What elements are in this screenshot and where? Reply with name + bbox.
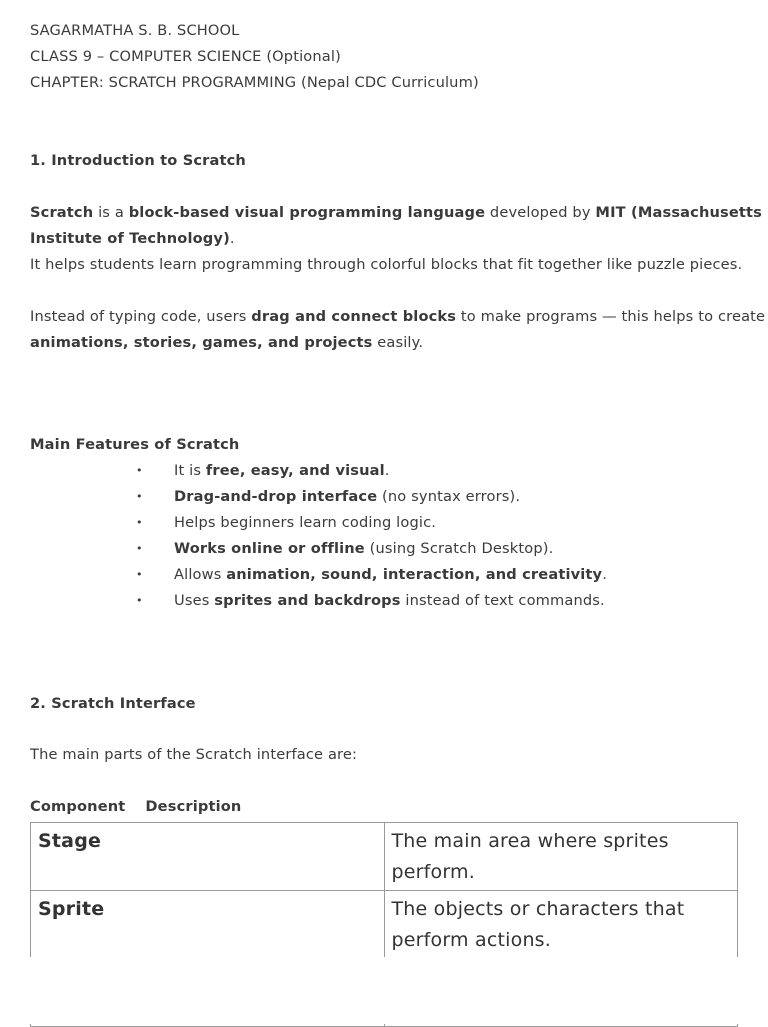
interface-intro: The main parts of the Scratch interface are: [30,746,358,763]
features-section [30,432,742,614]
features-heading: Main Features of Scratch [30,436,240,453]
chapter-title: CHAPTER: SCRATCH PROGRAMMING (Nepal CDC Curriculum) [30,74,479,91]
component-cell: Stage [31,823,385,891]
intro-paragraph-1: Scratch is a block-based visual programming language developed by MIT (Massachusetts Institute of Technology). It helps students learn programming through colorful blocks that fit together like puzzle pieces. [30,200,742,278]
table-column-headers [30,794,742,820]
list-item: • Drag-and-drop interface (no syntax errors). [136,488,521,505]
component-cell: Sprite [31,891,385,959]
interface-heading: 2. Scratch Interface [30,695,196,712]
list-item: • Allows animation, sound, interaction, and creativity. [136,566,607,583]
school-name: SAGARMATHA S. B. SCHOOL [30,22,240,39]
list-item: • It is free, easy, and visual. [136,462,390,479]
intro-heading: 1. Introduction to Scratch [30,152,246,169]
intro-paragraph-3: Instead of typing code, users drag and connect blocks to make programs — this helps to create animations, stories, games, and projects easily. [30,308,766,351]
page-clip [0,957,768,1024]
table-row [31,823,738,891]
description-cell: The objects or characters that perform actions. [384,891,738,959]
list-item: • Helps beginners learn coding logic. [136,514,437,531]
column-header-description: Description [145,798,242,815]
class-title: CLASS 9 – COMPUTER SCIENCE (Optional) [30,48,341,65]
features-list [30,458,742,614]
document-header [30,18,742,96]
intro-paragraph-2: It helps students learn programming through colorful blocks that fit together like puzzle pieces. [30,256,743,273]
list-item: • Uses sprites and backdrops instead of text commands. [136,592,605,609]
column-header-component: Component [30,798,126,815]
table-row [31,891,738,959]
list-item: • Works online or offline (using Scratch Desktop). [136,540,554,557]
description-cell: The main area where sprites perform. [384,823,738,891]
